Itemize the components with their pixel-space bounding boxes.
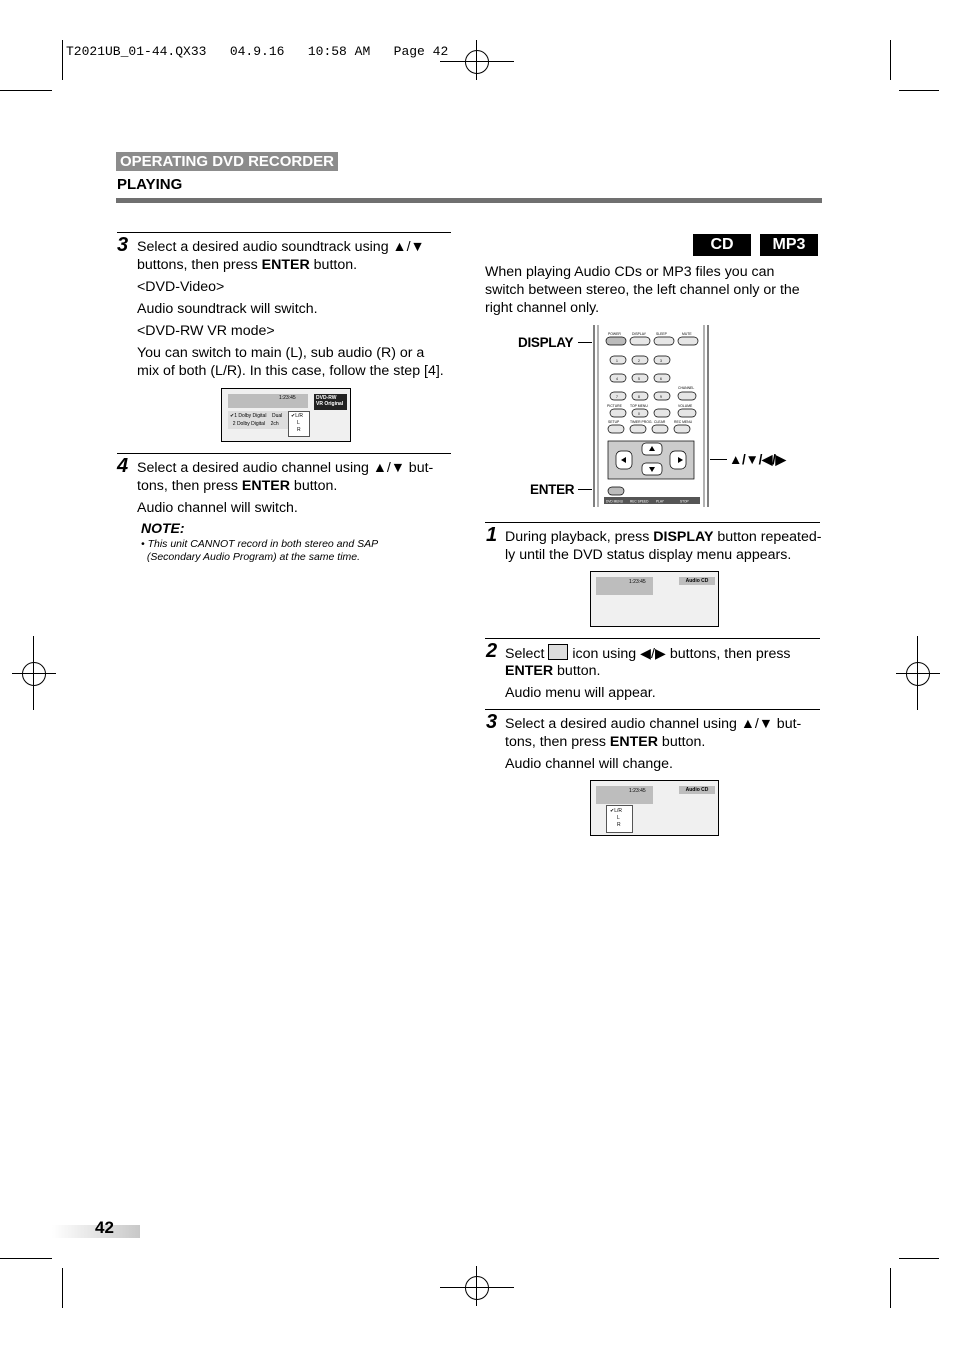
display-callout: DISPLAY xyxy=(518,335,574,350)
step-text: Audio channel will change. xyxy=(505,756,673,772)
page-number: 42 xyxy=(95,1218,114,1237)
status-bar xyxy=(228,394,308,408)
mp3-badge: MP3 xyxy=(760,234,818,256)
page-title: PLAYING xyxy=(117,176,183,193)
divider xyxy=(117,453,451,454)
svg-text:TOP MENU: TOP MENU xyxy=(630,404,648,408)
svg-text:CHANNEL: CHANNEL xyxy=(678,386,695,390)
step-text: ENTER button. xyxy=(505,663,601,679)
disc-label: Audio CD xyxy=(679,577,715,585)
svg-text:TIMER PROG.: TIMER PROG. xyxy=(630,420,653,424)
track-item: ✔1 Dolby Digital Dual xyxy=(230,413,283,419)
svg-text:8: 8 xyxy=(638,395,640,399)
step-number: 1 xyxy=(486,524,498,546)
remote-control-illustration xyxy=(592,325,710,507)
step-text: Select icon using ◀/▶ buttons, then press xyxy=(505,646,791,662)
osd-screen xyxy=(590,571,719,627)
step-text: Select a desired audio soundtrack using ▲/▼ xyxy=(137,239,425,255)
divider xyxy=(485,709,820,710)
step-text: You can switch to main (L), sub audio (R) or a xyxy=(137,345,425,361)
crop-mark xyxy=(0,1258,52,1259)
step-number: 3 xyxy=(486,711,498,733)
svg-text:1: 1 xyxy=(616,359,618,363)
intro-text: right channel only. xyxy=(485,300,600,316)
svg-text:5: 5 xyxy=(638,377,640,381)
svg-text:6: 6 xyxy=(660,377,662,381)
channel-popup xyxy=(606,805,633,833)
svg-text:7: 7 xyxy=(616,395,618,399)
time-readout: 1:23:45 xyxy=(279,395,296,401)
svg-text:9: 9 xyxy=(660,395,662,399)
svg-text:PLAY: PLAY xyxy=(656,499,664,504)
mode-label: <DVD-RW VR mode> xyxy=(137,323,275,339)
step-text: Audio channel will switch. xyxy=(137,500,298,516)
note-heading: NOTE: xyxy=(141,520,185,536)
cd-badge: CD xyxy=(693,234,751,256)
step-text: tons, then press ENTER button. xyxy=(137,478,338,494)
svg-text:REC SPEED: REC SPEED xyxy=(630,499,649,504)
step-text: Audio soundtrack will switch. xyxy=(137,301,318,317)
svg-text:POWER: POWER xyxy=(608,332,621,336)
enter-callout: ENTER xyxy=(530,482,575,497)
step-number: 4 xyxy=(117,455,129,477)
svg-text:DISPLAY: DISPLAY xyxy=(632,332,647,336)
svg-text:SETUP: SETUP xyxy=(608,420,620,424)
svg-text:DVD MENU: DVD MENU xyxy=(606,499,624,504)
divider xyxy=(116,198,822,203)
step-text: ly until the DVD status display menu appears. xyxy=(505,547,792,563)
mode-label: <DVD-Video> xyxy=(137,279,225,295)
crop-mark xyxy=(890,1268,891,1308)
note-text: • This unit CANNOT record in both stereo and SAP xyxy=(141,538,379,550)
note-text: (Secondary Audio Program) at the same time. xyxy=(141,551,361,563)
channel-popup xyxy=(288,411,310,437)
divider xyxy=(117,232,451,233)
crop-mark xyxy=(899,1258,939,1259)
crop-mark xyxy=(62,40,63,80)
channel-option: L xyxy=(617,815,620,821)
crop-mark xyxy=(890,40,891,80)
svg-text:SLEEP: SLEEP xyxy=(656,332,667,336)
file-header: T2021UB_01-44.QX33 04.9.16 10:58 AM Page 42 xyxy=(66,44,449,59)
step-text: Audio menu will appear. xyxy=(505,685,656,701)
track-item: 2 Dolby Digital 2ch xyxy=(230,421,279,427)
svg-text:CLEAR: CLEAR xyxy=(654,420,666,424)
intro-text: When playing Audio CDs or MP3 files you can xyxy=(485,264,775,280)
audio-speaker-icon xyxy=(548,644,568,660)
svg-text:VOLUME: VOLUME xyxy=(678,404,693,408)
svg-text:PICTURE: PICTURE xyxy=(607,404,622,408)
crop-mark xyxy=(62,1268,63,1308)
svg-text:2: 2 xyxy=(638,359,640,363)
channel-option: ✔L/R xyxy=(610,808,622,814)
channel-option: L xyxy=(297,420,300,426)
step-number: 3 xyxy=(117,234,129,256)
step-text: Select a desired audio channel using ▲/▼ but- xyxy=(137,460,434,476)
divider xyxy=(485,638,820,639)
step-text: mix of both (L/R). In this case, follow the step [4]. xyxy=(137,363,444,379)
svg-text:STOP: STOP xyxy=(680,499,689,504)
step-text: During playback, press DISPLAY button repeated- xyxy=(505,529,822,545)
section-tag: OPERATING DVD RECORDER xyxy=(116,152,338,171)
step-text: tons, then press ENTER button. xyxy=(505,734,706,750)
svg-text:REC MENU: REC MENU xyxy=(674,420,693,424)
channel-option: R xyxy=(297,427,301,433)
channel-option: R xyxy=(617,822,621,828)
osd-screen xyxy=(221,388,351,442)
time-readout: 1:23:45 xyxy=(629,579,646,585)
channel-option: ✔L/R xyxy=(291,413,303,419)
step-text: buttons, then press ENTER button. xyxy=(137,257,358,273)
svg-text:4: 4 xyxy=(616,377,618,381)
disc-label: Audio CD xyxy=(679,786,715,794)
osd-screen xyxy=(590,780,719,836)
step-text: Select a desired audio channel using ▲/▼ but- xyxy=(505,716,802,732)
svg-text:3: 3 xyxy=(660,359,662,363)
divider xyxy=(485,522,820,523)
intro-text: switch between stereo, the left channel only or the xyxy=(485,282,800,298)
time-readout: 1:23:45 xyxy=(629,788,646,794)
disc-label: DVD-RW VR Original xyxy=(314,394,347,410)
step-number: 2 xyxy=(486,640,498,662)
crop-mark xyxy=(0,90,52,91)
svg-text:0: 0 xyxy=(638,412,640,416)
arrows-callout: ▲/▼/◀/▶ xyxy=(729,452,786,467)
svg-text:MUTE: MUTE xyxy=(682,332,692,336)
crop-mark xyxy=(899,90,939,91)
